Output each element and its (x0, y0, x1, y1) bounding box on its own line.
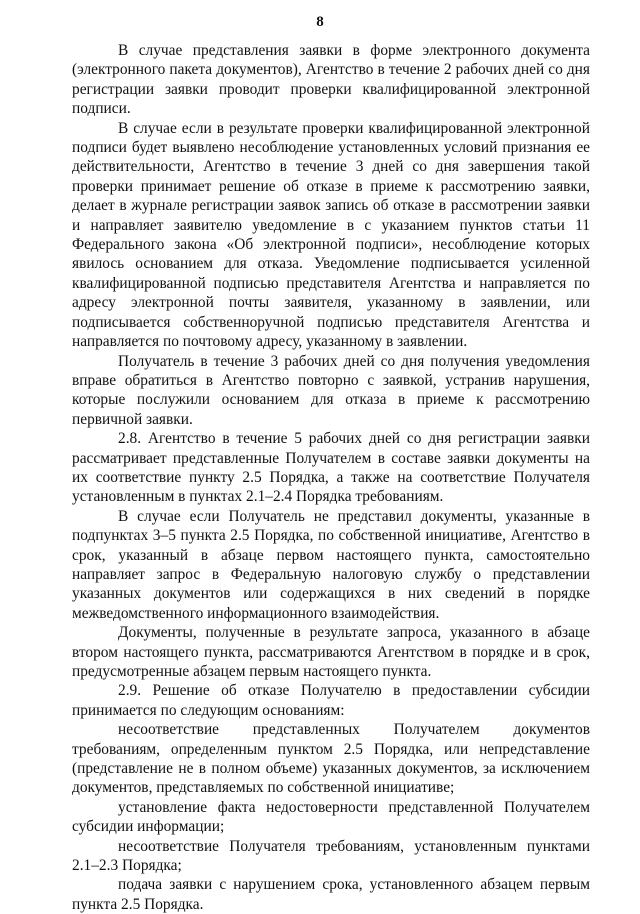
paragraph-electronic-submission: В случае представления заявки в форме электронного документа (электронного пакета документов), Агентство в течение 2 рабочих дней со дня регистрации заявки проводит проверки квалифицированной электронной подписи. (72, 42, 590, 118)
paragraph-signature-check: В случае если в результате проверки квалифицированной электронной подписи будет выявлено несоблюдение установленных условий признания ее действительности, Агентство в течение 3 дней со дня завершения такой проверки принимает решение об отказе в приеме к рассмотрению заявки, делает в журнале регистрации заявок запись об отказе в рассмотрении заявки и направляет заявителю уведомление в с указанием пунктов статьи 11 Федерального закона «Об электронной подписи», несоблюдение которых явилось основанием для отказа. Уведомление подписывается усиленной квалифицированной подписью представителя Агентства и направляется по адресу электронной почты заявителя, указанному в заявлении, или подписывается собственноручной подписью представителя Агентства и направляется по почтовому адресу, указанному в заявлении. (72, 119, 590, 351)
list-item-requirements-mismatch: несоответствие Получателя требованиям, установленным пунктами 2.1–2.3 Порядка; (72, 837, 590, 875)
paragraph-2-9: 2.9. Решение об отказе Получателю в предоставлении субсидии принимается по следующим основаниям: (72, 682, 590, 719)
page-number: 8 (316, 14, 324, 30)
paragraph-2-8: 2.8. Агентство в течение 5 рабочих дней со дня регистрации заявки рассматривает представленные Получателем в составе заявки документы на их соответствие пункту 2.5 Порядка, а также на соответствие Получателя установленным в пунктах 2.1–2.4 Порядка требованиям. (72, 430, 590, 506)
list-item-document-mismatch: несоответствие представленных Получателем документов требованиям, определенным пунктом 2.5 Порядка, или непредставление (представление не в полном объеме) указанных документов, за исключением документов, представляемых по собственной инициативе; (72, 721, 590, 797)
paragraph-request-documents: Документы, полученные в результате запроса, указанного в абзаце втором настоящего пункта, рассматриваются Агентством в порядке и в срок, предусмотренные абзацем первым настоящего пункта. (72, 624, 590, 680)
list-item-late-submission: подача заявки с нарушением срока, установленного абзацем первым пункта 2.5 Порядка. (72, 876, 590, 913)
paragraph-interagency-request: В случае если Получатель не представил документы, указанные в подпунктах 3–5 пункта 2.5 Порядка, по собственной инициативе, Агентство в срок, указанный в абзаце первом настоящего пункта, самостоятельно направляет запрос в Федеральную налоговую службу о представлении указанных документов или содержащихся в них сведений в порядке межведомственного информационного взаимодействия. (72, 507, 590, 622)
document-body (72, 41, 590, 914)
list-item-false-information: установление факта недостоверности представленной Получателем субсидии информации; (72, 798, 590, 836)
paragraph-resubmission: Получатель в течение 3 рабочих дней со дня получения уведомления вправе обратиться в Агентство повторно с заявкой, устранив нарушения, которые послужили основанием для отказа в приеме к рассмотрению первичной заявки. (72, 352, 590, 428)
